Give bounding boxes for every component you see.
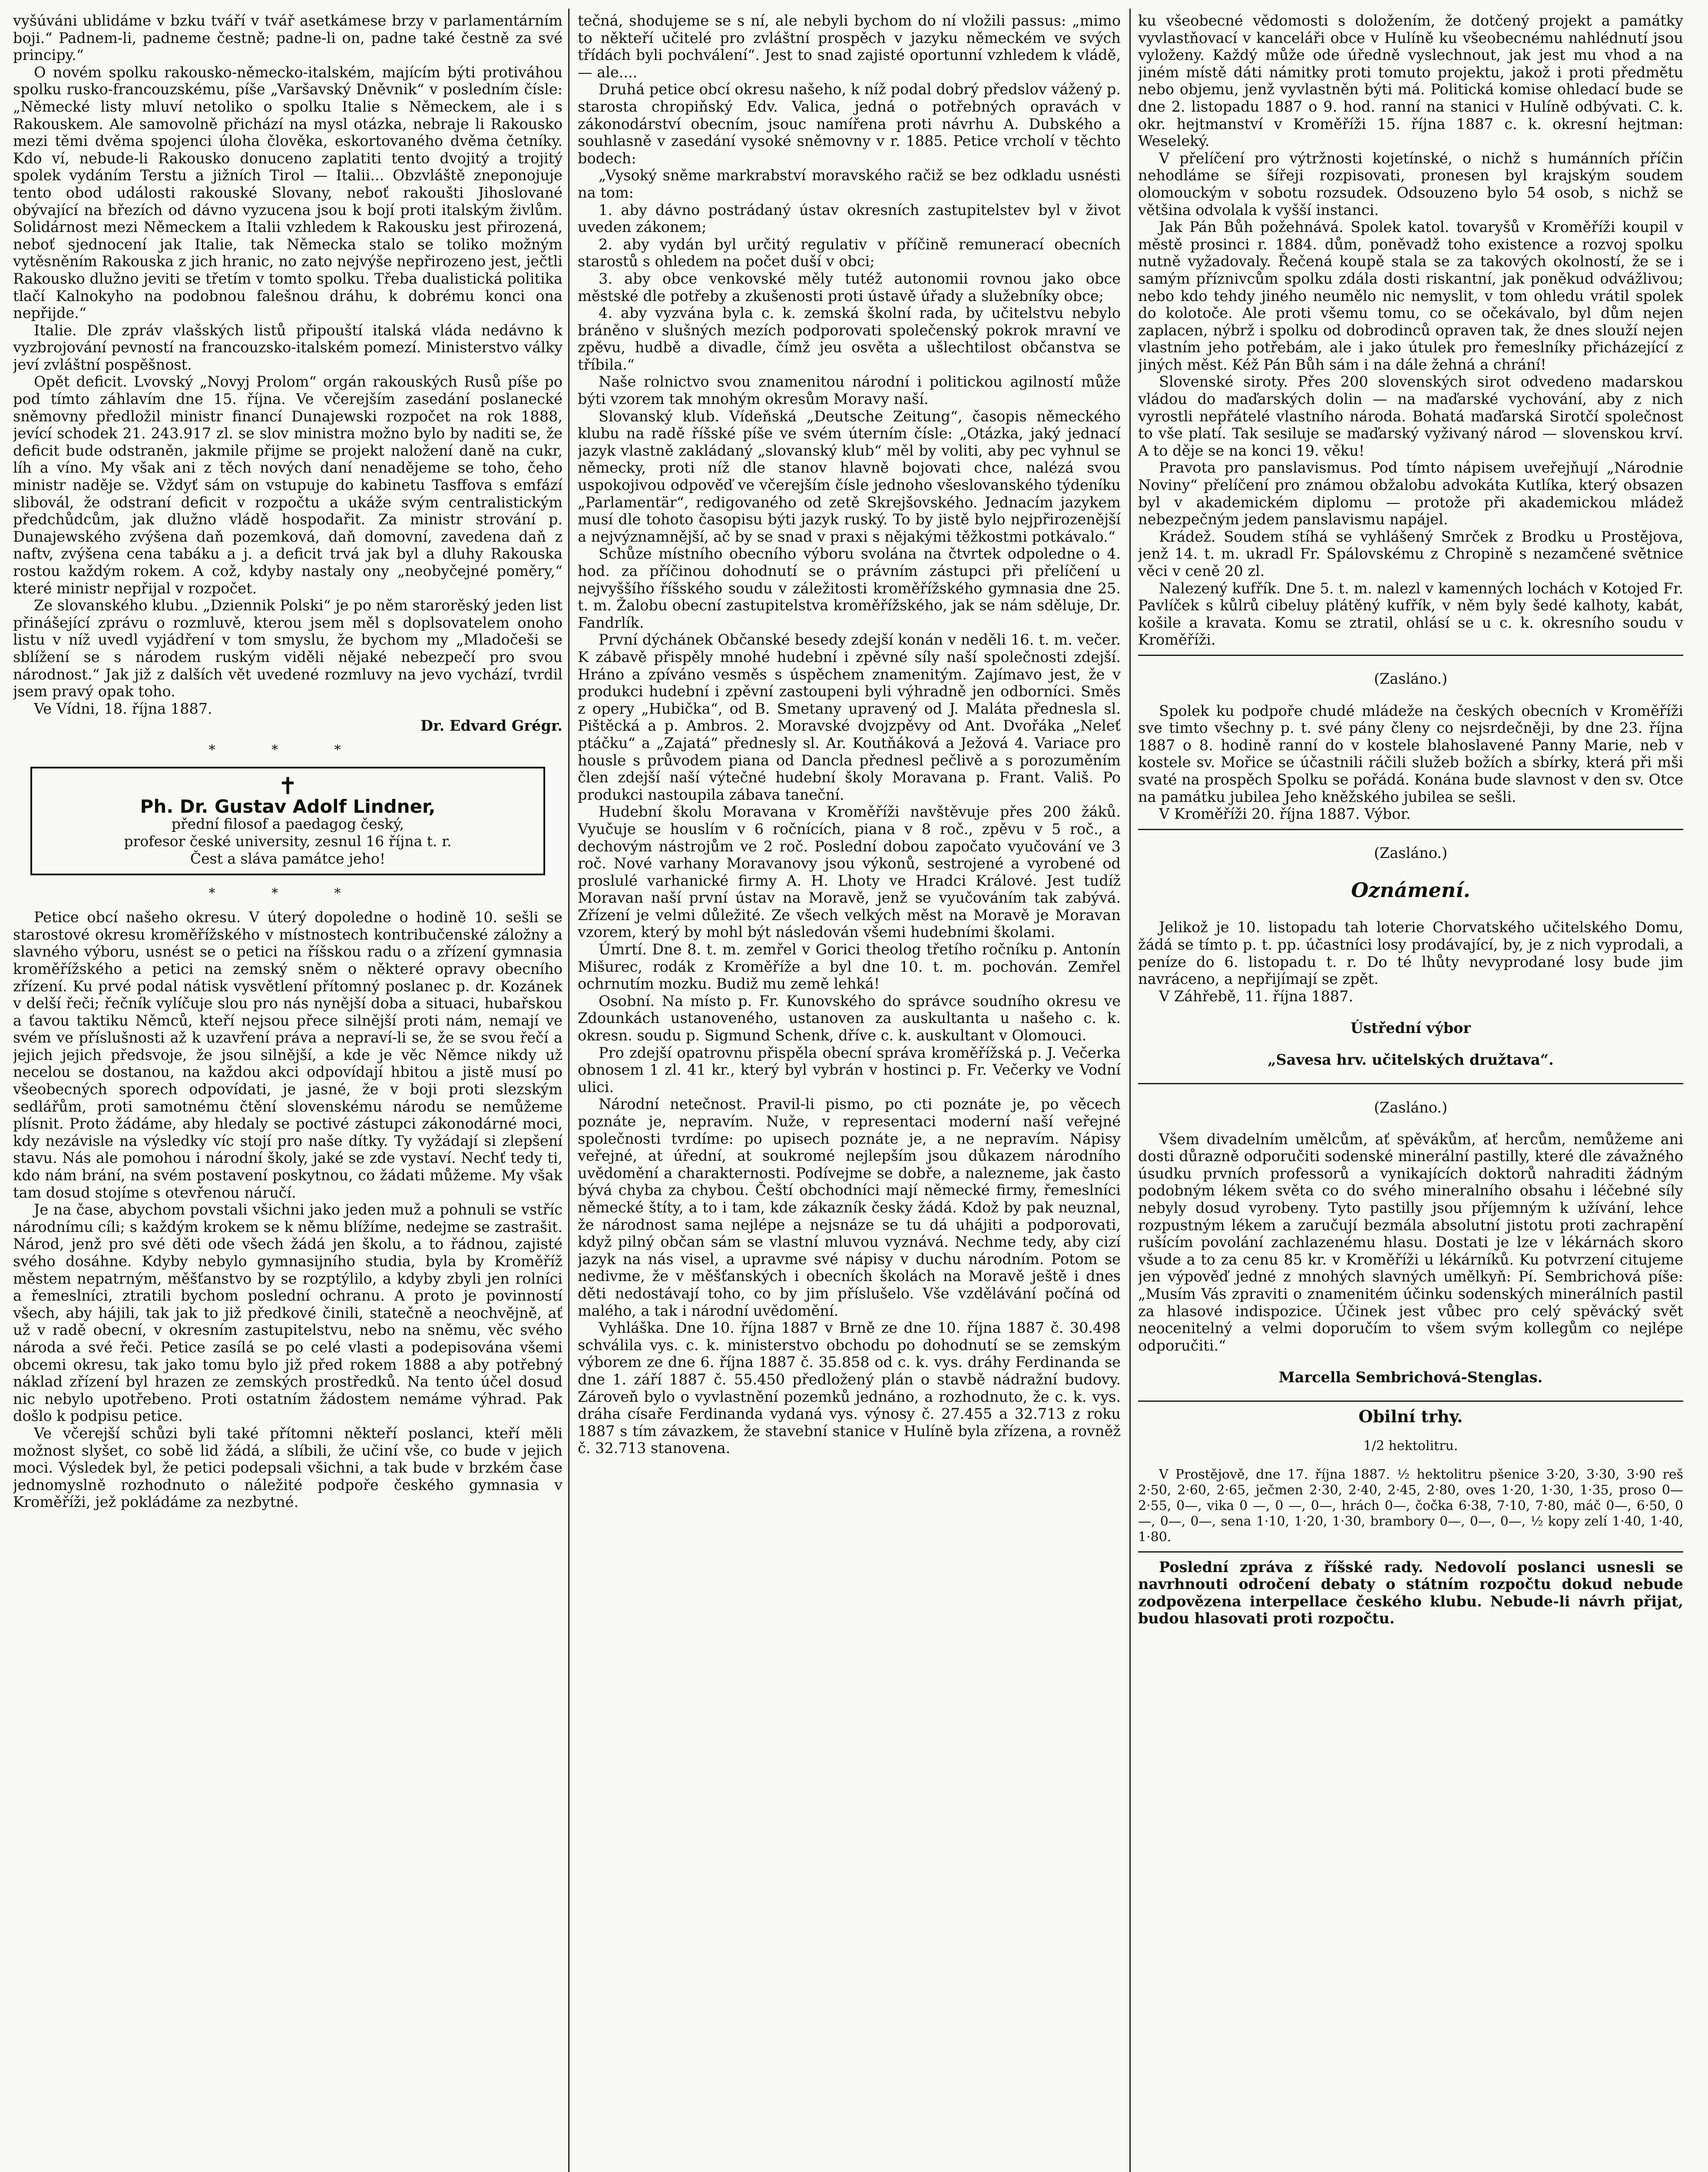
column-middle <box>578 12 1121 2172</box>
article-text: „Vysoký sněme markrabství moravského račiž se bez odkladu usnésti na tom: <box>578 167 1121 201</box>
obituary-line: profesor české university, zesnul 16 října t. r. <box>124 832 452 850</box>
section-separator: * * * <box>209 885 367 901</box>
article-text: Národní netečnost. Pravil-li pismo, po cti poznáte je, po věcech poznáte je, nepravím. Nuže, v representaci moderní naší veřejné společnosti tvrdíme: po upisech poznáte je, a ne nepravím. Nápisy veřejné, at úřední, at soukromé nejlepším jsou důkazem národního uvědomění a charakternosti. Podívejme se dobře, a nalezneme, jak často bývá chyba za chybou. Čeští obchodníci mají německé firmy, řemeslníci německé štíty, a to i tam, kde zákazník česky žádá. Kdož by pak neuznal, že národnost sama nejlépe a nejsnáze se tu dá uhájiti a podporovati, když pilný občan sám se vlastní mluvou vyznává. Nechme tedy, aby cizí jazyk na nás visel, a upravme své nápisy v duchu národním. Potom se nedivme, že v měšťanských i obecních školách na Moravě ještě i dnes děti nedostávají toho, co by jim příslušelo. Vše vzdělávání počíná od malého, a tak i národní uvědomění. <box>578 1096 1121 1319</box>
article-text: Je na čase, abychom povstali všichni jako jeden muž a pohnuli se vstříc národnímu cíli; s každým krokem se k němu blížíme, nedejme se zastrašit. Národ, jenž pro své děti ode všech žádá jen školu, a to řádnou, zajisté svého dosáhne. Kdyby nebylo gymnasijního studia, byla by Kroměříž městem nepatrným, měšťanstvo by se rozptýlilo, a kdyby zbyli jen rolníci a řemeslníci, ztratili bychom poslední ochranu. A proto je povinností všech, aby hájili, tak jak to již předkové činili, statečně a neochvějně, ať už v radě obecní, v okresním zastupitelstvu, nebo na sněmu, věc svého národa a své řeči. Petice zasílá se po celé vlasti a podepisována všemi obcemi okresu, tak jako tomu bylo již před rokem 1888 a aby potřebný náklad zřízení byl hrazen ze zemských prostředků. Na tento účel dosud nic nebylo upotřebeno. Proti ostatním žádostem nemáme výhrad. Pak došlo k podpisu petice. <box>13 1201 563 1425</box>
article-text: Petice obcí našeho okresu. V úterý dopoledne o hodině 10. sešli se starostové okresu kroměřížského v místnostech kontribučenské záložny a slavného výboru, usnést se o petici na říšskou radu o a zřízení gymnasia kroměřížského a petici na zemský sněm o některé opravy obecního zřízení. Ku prvé podal nátisk vysvětlení přítomný poslanec p. dr. Kozánek v delší řeči; řečník vylíčuje slou pro nás nynější doba a situaci, hubařskou a ťavou taktiku Němců, kteří nejsou přece silnější proti nám, nemají ve svém ve příslušnosti až k uzavření práva a nepraví-li se, že se svou řečí a jejich jejich předsvoje, že jsou silnější, a kde je věc Němce nikdy už necelou se dostanou, na každou akci odpovídají hbitou a jistě musí po všeobecných sporech odpovídati, je jasné, že v boji proti slezským sedlářům, proti samotnému čtění slovenskému národu se nemůžeme plísnit. Proto žádáme, aby hledaly se poctivé zástupci zákonodárné moci, kdy nezávisle na výsledky víc stojí pro naše dítky. Ty vyžádají si zlepšení stavu. Nás ale pomohou i národní školy, jaké se zde vystaví. Nechť tedy ti, kdo nám brání, na svém postavení poskytnou, co žádati můžeme. My však tam dosud stojíme s otevřenou náručí. <box>13 909 563 1201</box>
article-text: První dýchánek Občanské besedy zdejší konán v neděli 16. t. m. večer. K zábavě přispěly mnohé hudební i zpěvné síly naší společnosti zdejší. Hráno a zpíváno vesměs s úspěchem znamenitým. Zajímavo jest, že v produkci hudební i zpěvní zastoupeni byli výhradně jen odborníci. Směs z opery „Hubička“, od B. Smetany upravený od J. Maláta přednesla sl. Pištěcká a p. Ambros. 2. Moravské dvojzpěvy od Ant. Dvořáka „Neleť ptáčku“ a „Zajatá“ přednesly sl. Ar. Koutňáková a Ježová 4. Variace pro housle s průvodem piana od Dancla přednesl pečlivě a s porozuměním člen zdejší naší výtečné hudební školy Moravana p. Frant. Vališ. Po produkci nastoupila zábava taneční. <box>578 631 1121 803</box>
article-text: Ve včerejší schůzi byli také přítomni někteří poslanci, kteří měli možnost slyšet, co sobě lid žádá, a slíbili, že učiní vše, co bude v jejich moci. Výsledek byl, že petici podepsali všichni, a tak bude v brzkém čase jednomyslně rozhodnuto o náležité podpoře českého gymnasia v Kroměříži, jež pokládáme za nezbytné. <box>13 1424 563 1511</box>
obituary-name: Ph. Dr. Gustav Adolf Lindner, <box>140 795 436 817</box>
article-text: 3. aby obce venkovské měly tutéž autonomii rovnou jako obce městské dle potřeby a zkušenosti proti ústavě úřady a služebníky obce; <box>578 270 1121 305</box>
article-text: Opět deficit. Lvovský „Novyj Prolom“ orgán rakouských Rusů píše po pod tímto záhlavím dne 15. října. Ve včerejším zasedání poslanecké sněmovny předložil ministr financí Dunajewski rozpočet na rok 1888, jevící schodek 21. 243.917 zl. se slov ministra možno bylo by naditi se, že deficit bude odstraněn, jakmile přijme se projekt naložení daně na cukr, líh a víno. My však ani z těch nových daní nenadějeme se toho, čeho ministr naděje se. Vždyť sám on vstupuje do kabinetu Tasffova s emfází slibovál, že odstraní deficit v rozpočtu a ukáže svým centralistickým předchůdcům, jak dlužno vládě hospodařit. Za ministr strování p. Dunajewského zvýšena daň pozemková, daň domovní, zavedena daň z naftv, zvýšena cena tabáku a j. a deficit trvá jak byl a dluhy Rakouska rostou každým rokem. A což, kdyby nastaly ony „neobyčejné poměry,“ které ministr nepřijal v rozpočet. <box>13 373 563 597</box>
notice-text: Spolek ku podpoře chudé mládeže na českých obecních v Kroměříži sve timto všechny p. t. své pány členy co nejsrdečněji, by dne 23. října 1887 o 8. hodině ranní do v kostele blahoslavené Panny Marie, neb v kostele sv. Mořice se účastnili ráčili služeb božích a sbírky, která při mši svaté na prospěch Spolku se pořádá. Konána bude slavnost v den sv. Otce na památku jubilea Jeho kněžského jubilea se sešli. <box>1138 702 1683 805</box>
market-subtitle: 1/2 hektolitru. <box>1363 1438 1458 1454</box>
notice-signature: V Záhřebě, 11. října 1887. <box>1159 987 1354 1005</box>
notice-text: Všem divadelním umělcům, ať spěvákům, ať hercům, nemůžeme ani dosti důrazně odporučiti sodenské minerální pastilly, které dle závažného úsudku prvních professorů a vynikajících doktorů nahraditi žádným podobným lékem světa co do svého mineralního obsahu i léčebné síly nebyly dosud vyrobeny. Tyto pastilly jsou příjemným k užívání, lehce rozpustným lékem a zaručují bezmála absolutní jistotu proti zachrapění rušícím povolání zachlazenému hlasu. Dostati je lze v lékárnách skoro všude a to za cenu 85 kr. v Kroměříži u lékárníků. Ku potvrzení citujeme jen výpověď jedné z mnohých slavných umělkyň: Pí. Sembrichová píše: „Musím Vás zpraviti o znamenitém účinku sodenských minerálních pastil za hlasové indispozice. Účinek jest vůbec pro celý spěvácký svět neocenitelný a velmi doporučím to všem svým kollegům co nejlépe odporučiti.“ <box>1138 1130 1683 1354</box>
section-separator: * * * <box>209 742 367 758</box>
obituary-line: přední filosof a paedagog český, <box>171 815 404 832</box>
section-rule <box>1138 1083 1683 1084</box>
article-text: O novém spolku rakousko-německo-italském, majícím býti protiváhou spolku rusko-francouzskému, píše „Varšavský Dněvnik“ v posledním čísle: „Německé listy mluví netoliko o spolku Italie s Německem, ale i s Rakouskem. Ale samovolně přichází na mysl otázka, nebraje li Rakousko mezi těmi dvěma spojenci úloha člověka, eskortovaného dvěma četníky. Kdo ví, nebude-li Rakousko donuceno zaplatiti tento dvojitý a trojitý spolek vydáním Terstu a jižních Tirol — Italii... Obzvláště zneponojuje tento obod události rakouské Slovany, neboť rakoušti Jihoslované obývající na březích od dávno vyzucena jsou k bojí proti italským živlům. Solidárnost mezi Německem a Italii vzhledem k Rakousku jest přirozená, neboť sjednocení jak Italie, tak Německa stalo se toliko možným vytěsněním Rakouska z jich hranic, no zato nejvýše nepřirozeno jest, ječtli Rakousko dlužno jeviti se třetím v tomto spolku. Třeba dualistická politika tlačí Kalnokyho na podobnou falešnou dráhu, k dobrému konci ona nepřijde.“ <box>13 63 563 322</box>
section-rule <box>1138 829 1683 830</box>
article-text: 2. aby vydán byl určitý regulativ v příčině remunerací obecních starostů s ohledem na počet duší v obci; <box>578 235 1121 270</box>
article-text: V přelíčení pro výtržnosti kojetínské, o nichž s humánních příčin nehodláme se šířeji rozpisovati, pronesen byl krajským soudem olomouckým v sobotu rozsudek. Odsouzeno bylo 54 osob, s nichž se většina odvolala k vyšší instanci. <box>1138 149 1683 219</box>
article-text: Slovanský klub. Vídeňská „Deutsche Zeitung“, časopis německého klubu na radě říšské píše ve svém úterním čísle: „Otázka, jaký jednací jazyk vlastně zakládaný „slovanský klub“ měl by voliti, aby pec vyhnul se německy, proti níž dle stanov hlavně bojovati chce, nalézá svou uspokojivou odpověď ve včerejším čísle jednoho všeslovanského týdeníku „Parlamentär“, redigovaného od zetě Skrejšovského. Jednacím jazykem musí dle tohoto časopisu býti jazyk ruský. To by jistě bylo nejpřirozenější a nejvýznamnější, ač by se snad v praxi s nějakými těžkostmi potkávalo.“ <box>578 407 1121 545</box>
article-text: Úmrtí. Dne 8. t. m. zemřel v Gorici theolog třetího ročníku p. Antonín Mišurec, rodák z Kroměříže a byl dne 10. t. m. pochován. Zemřel ochrnutím mozku. Budiž mu země lehká! <box>578 941 1121 993</box>
notice-signature: V Kroměříži 20. října 1887. Výbor. <box>1159 805 1411 823</box>
article-text: Ze slovanského klubu. „Dziennik Polski“ je po něm starorěský jeden list přinášející zprávu o rozmluvě, kterou jsem měl s doplsovatelem onoho listu v níž uvedl vyjádření v tom smyslu, že bychom my „Mladočeši se sblížení se s národem ruským viděli nějaké nebezpečí pro svou národnost.“ Jak již z dalších vět uvedené rozmluvy na jevo vychází, tvrdil jsem pravý opak toho. <box>13 597 563 700</box>
article-text: Hudební školu Moravana v Kroměříži navštěvuje přes 200 žáků. Vyučuje se houslím v 6 ročnících, piana v 8 roč., zpěvu v 5 roč., a dechovým nástrojům ve 2 roč. Poslední dobou započato vyučování ve 3 roč. Nové varhany Moravanovy jsou výkonů, sestrojené a vyrobené od proslulé varhanické firmy A. H. Lhoty ve Hradci Králové. Jest tudíž Moravan naší první ústav na Moravě, jenž se vyučováním tak zabývá. Zřízení je velmi důležité. Ze všech velkých měst na Moravě je Moravan vzorem, který by mohl být následován všemi hudebními školami. <box>578 803 1121 941</box>
obituary-box <box>30 767 545 875</box>
column-divider <box>1129 9 1131 2172</box>
article-text: 1. aby dávno postrádaný ústav okresních zastupitelstev byl v život uveden zákonem; <box>578 201 1121 236</box>
article-text: Pravota pro panslavismus. Pod tímto nápisem uveřejňují „Národnie Noviny“ přelíčení pro známou obžalobu advokáta Kutlíka, který obsazen byl v akademickém diplomu — protože při akademickou mládež nebezpečným jedem panslavismu napájel. <box>1138 459 1683 528</box>
cross-icon: ✝ <box>278 772 298 800</box>
article-text: Naše rolnictvo svou znamenitou národní i politickou agilností může býti vzorem tak mnohým okresům Moravy naší. <box>578 373 1121 408</box>
article-text: Nalezený kufřík. Dne 5. t. m. nalezl v kamenných lochách v Kotojed Fr. Pavlíček s kůlrů cibeluy plátěný kufřík, v něm byly šedé kalhoty, kabát, košile a kravata. Komu se ztratil, ohlásí se u c. k. okresního soudu v Kroměříži. <box>1138 579 1683 649</box>
article-text: Vyhláška. Dne 10. října 1887 v Brně ze dne 10. října 1887 č. 30.498 schválila vys. c. k. ministerstvo obchodu po dohodnutí se se zemským výborem ze dne 6. října 1887 č. 35.858 od c. k. vys. dráhy Ferdinanda se dne 1. září 1887 č. 55.450 předložený plán o stavbě nádražní budovy. Zároveň bylo o vyvlastnění pozemků jednáno, a rozhodnuto, že c. k. vys. dráha císaře Ferdinanda vydaná vys. výnosy č. 27.455 a 32.713 z roku 1887 s tím závazkem, že stavební stanice v Hulíně byla zřízena, a rovněž č. 32.713 stanovena. <box>578 1319 1121 1457</box>
signature: Dr. Edvard Grégr. <box>420 717 563 735</box>
notice-signature: Marcella Sembrichová-Stenglas. <box>1278 1368 1543 1386</box>
article-text: 4. aby vyzvána byla c. k. zemská školní rada, by učitelstvu nebylo bráněno v slušných mezích podporovati společenský pokrok mravní ve zpěvu, hudbě a divadle, čímž jeu osvěta a ušlechtilost občanstva se tříbila.“ <box>578 305 1121 373</box>
article-text: Jak Pán Bůh požehnává. Spolek katol. tovaryšů v Kroměříži koupil v městě prosinci r. 1884. dům, poněvadž toho existence a rozvoj spolku nutně vyžadovaly. Řečená koupě stala se za takových okolností, že se i samým příznivcům spolku zdála dosti riskantní, jak poněkud odvážlivou; nebo kdo tehdy jiného neumělo nic nemyslit, v tom ohledu vrátil spolek do kolotoče. Ale proti všemu tomu, co se očekávalo, byl dům nejen zaplacen, nýbrž i spolku od dobrodinců opraven tak, že dnes slouží nejen vlastním jeho potřebám, ale i jako útulek pro řemeslníky přicházející z jiných měst. Kéž Pán Bůh sám i na dále žehná a chrání! <box>1138 219 1683 373</box>
article-text: Schůze místního obecního výboru svolána na čtvrtek odpoledne o 4. hod. za příčinou dohodnutí se o právním zástupci při přelíčení u nejvyššího říšského soudu v záležitosti kroměřížského gymnasia dne 25. t. m. Žalobu obecní zastupitelstva kroměřížského, jak se nám sděluje, Dr. Fandrlík. <box>578 545 1121 631</box>
latest-news: Poslední zpráva z říšské rady. Nedovolí poslanci usnesli se navrhnouti odročení debaty o státním rozpočtu dokud nebude zodpovězena interpellace českého klubu. Nebude-li návrh přijat, budou hlasovati proti rozpočtu. <box>1138 1558 1683 1627</box>
article-text: Pro zdejší opatrovnu přispěla obecní správa kroměřížská p. J. Večerka obnosem 1 zl. 41 kr., který byl vybrán v hostinci p. Fr. Večerky ve Vodní ulici. <box>578 1044 1121 1096</box>
dateline: Ve Vídni, 18. října 1887. <box>34 700 212 717</box>
notice-org: Ústřední výbor <box>1350 1019 1471 1036</box>
article-text: Italie. Dle zpráv vlašských listů připouští italská vláda nedávno k vyzbrojování pevností na francouzsko-italském pomezí. Ministerstvo války jeví zvláštní pospěšnost. <box>13 321 563 373</box>
column-left <box>13 12 563 2172</box>
section-rule <box>1138 1401 1683 1402</box>
article-text: Druhá petice obcí okresu našeho, k níž podal dobrý předslov vážený p. starosta chropiňský Edv. Valica, jedná o potřebných opravách v zákonodárství obecním, jsouc namířena proti návrhu A. Dubského a souhlasně v zasedání vysoké sněmovny v r. 1885. Petice vrcholí v těchto bodech: <box>578 81 1121 167</box>
column-right <box>1138 12 1683 2172</box>
notice-label: (Zasláno.) <box>1374 670 1448 688</box>
obituary-line: Čest a sláva památce jeho! <box>190 850 386 867</box>
notice-text: Jelikož je 10. listopadu tah loterie Chorvatského učitelského Domu, žádá se tímto p. t. pp. účastníci losy prodávající, by, je z nich vyprodali, a peníze do 6. listopadu t. r. Do té lhůty nevyprodané losy bude jim navráceno, a nepřijímají se zpět. <box>1138 919 1683 988</box>
notice-label: (Zasláno.) <box>1374 844 1448 862</box>
article-text: ku všeobecné vědomosti s doložením, že dotčený projekt a památky vyvlastňovací v kanceláři obce v Hulíně ku všeobecnému nahlédnutí jsou vyloženy. Každý může ode úředně vyslechnout, jak jest mu vhod a na jiném místě dáti námitky proti tomuto projektu, jakož i proti předmětu nebo objemu, jenž vyvlastněn býti má. Politická komise ohledací bude se dne 2. listopadu 1887 o 9. hod. ranní na stanici v Hulíně odbývati. C. k. okr. hejtmanství v Kroměříži 15. října 1887 c. k. okresní hejtman: Weseleký. <box>1138 12 1683 150</box>
article-text: Slovenské siroty. Přes 200 slovenských sirot odvedeno madarskou vládou do maďarských dolin — na maďarské vychování, aby z nich vyrostli nepřátelé vlastního národa. Bohatá maďarská Sirotčí společnost to vše platí. Tak sesiluje se maďarský vyživaný národ — slovenskou krví. A to děje se na konci 19. věku! <box>1138 373 1683 459</box>
market-prices: V Prostějově, dne 17. října 1887. ½ hektolitru pšenice 3·20, 3·30, 3·90 reš 2·50, 2·60, 2·65, ječmen 2·30, 2·40, 2·45, 2·80, oves 1·20, 1·30, 1·35, proso 0— 2·55, 0—, vika 0 —, 0 —, 0—, hrách 0—, čočka 6·38, 7·10, 7·80, máč 0—, 6·50, 0—, 0—, 0—, sena 1·10, 1·20, 1·30, brambory 0—, 0—, 0—, ½ kopy zelí 1·40, 1·40, 1·80. <box>1138 1467 1683 1545</box>
notice-org: „Savesa hrv. učitelských družtava“. <box>1268 1051 1554 1068</box>
notice-label: (Zasláno.) <box>1374 1099 1448 1116</box>
article-text: vyšúváni ublidáme v bzku tváří v tvář asetkámese brzy v parlamentárním boji.“ Padnem-li, padneme čestně; padne-li on, padne také čestně za své principy.“ <box>13 12 563 64</box>
section-rule <box>1138 655 1683 656</box>
section-rule <box>1138 1551 1683 1553</box>
column-divider <box>568 9 569 2172</box>
article-text: Krádež. Soudem stíhá se vyhlášený Smrček z Brodku u Prostějova, jenž 14. t. m. ukradl Fr. Spálovskému z Chropině s nezamčené světnice věci v ceně 20 zl. <box>1138 528 1683 579</box>
article-text: tečná, shodujeme se s ní, ale nebyli bychom do ní vložili passus: „mimo to někteří učitelé pro zvláštní prospěch v jazyku německém ve svých třídách byli pochválení“. Jest to snad zajisté oportunní vzhledem k vládě, — ale.... <box>578 12 1121 81</box>
article-text: Osobní. Na místo p. Fr. Kunovského do správce soudního okresu ve Zdounkách ustanoveného, ustanoven za auskultanta u našeho c. k. okresn. soudu p. Sigmund Schenk, dříve c. k. auskultant v Olomouci. <box>578 992 1121 1044</box>
market-title: Obilní trhy. <box>1358 1406 1463 1426</box>
notice-title: Oznámení. <box>1351 878 1470 902</box>
